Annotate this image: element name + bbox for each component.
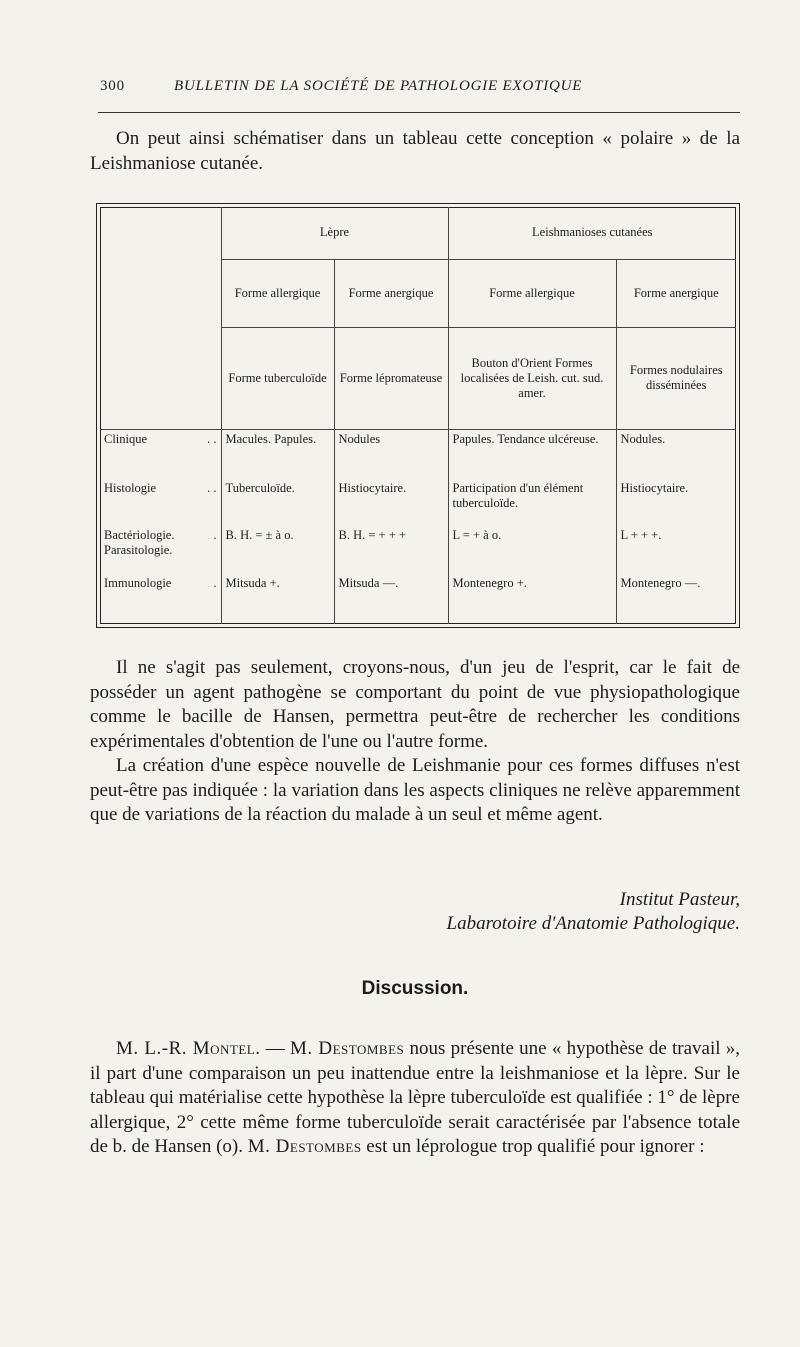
row-label-dots: . [213,528,217,542]
table-cell: Histiocytaire. [334,479,448,526]
row-label: Clinique [104,431,148,446]
discussion-paragraph [90,1037,740,1160]
discussion-text [90,1037,740,1160]
form-detail-cell: Formes nodulaires disséminées [616,327,736,429]
row-label-cell [100,479,221,526]
signature-block [90,888,740,936]
mentioned-author: M. Destombes [247,1136,362,1157]
row-label-dots: . . [207,431,217,446]
form-cell: Forme anergique [334,259,448,327]
form-cell: Forme anergique [616,259,736,327]
table-row [100,479,736,526]
signature-line-2: Labarotoire d'Anatomie Pathologique. [446,913,740,934]
row-label: Histologie [104,481,157,495]
table-cell: Histiocytaire. [616,479,736,526]
row-label-dots: . [213,576,217,590]
row-label-dots: . . [207,481,217,495]
table-cell: Mitsuda —. [334,574,448,624]
row-label: Immunologie [104,576,172,590]
table-cell: L = + à o. [448,526,616,574]
table-cell: Papules. Tendance ulcéreuse. [448,429,616,479]
table-cell: B. H. = ± à o. [221,526,334,574]
comparison-table [100,207,736,624]
body-paragraph: La création d'une espèce nouvelle de Leishmanie pour ces formes diffuses n'est peut-être pas indiquée : la variation dans les aspects cliniques ne relève apparemment que de variations de la réaction du malade à un seul et même agent. [90,755,740,825]
table-cell: Mitsuda +. [221,574,334,624]
table-cell: Tuberculoïde. [221,479,334,526]
row-label-cell [100,429,221,479]
table-cell: Montenegro —. [616,574,736,624]
table-cell: L + + +. [616,526,736,574]
signature-line-1: Institut Pasteur, [619,889,740,910]
mentioned-author: M. Destombes [289,1038,405,1059]
group-header-leishmanioses: Leishmanioses cutanées [448,207,736,259]
form-detail-cell: Bouton d'Orient Formes localisées de Leish. cut. sud. amer. [448,327,616,429]
table-group-header-row [100,207,736,259]
group-header-lepre: Lèpre [221,207,448,259]
row-label-cell [100,526,221,574]
row-label-cell [100,574,221,624]
table-row [100,526,736,574]
table-row [100,429,736,479]
header-rule [98,112,740,113]
discussion-text-part-1: nous présente une « hypothèse de travail », il part d'une comparaison un peu inattendue entre la leishmaniose et la lèpre. Sur le tableau qui matérialise cette hypothèse la lèpre tuberculoïde est qualifiée : 1° de lèpre allergique, 2° cette même forme tuberculoïde serait caractérisée par l'absence totale de b. de Hansen (o). [90,1038,741,1157]
dash: — [265,1038,285,1059]
table-cell: Montenegro +. [448,574,616,624]
table-cell: Nodules. [616,429,736,479]
intro-text: On peut ainsi schématiser dans un tableau cette conception « polaire » de la Leishmaniose cutanée. [90,128,740,174]
body-paragraphs [90,656,740,828]
body-paragraph: Il ne s'agit pas seulement, croyons-nous, d'un jeu de l'esprit, car le fait de posséder un agent pathogène se comportant du point de vue physiopathologique comme le bacille de Hansen, permettra peut-être de rechercher les conditions expérimentales d'obtention de l'une ou l'autre forme. [90,657,740,752]
form-cell: Forme allergique [221,259,334,327]
speaker-name: M. L.-R. Montel. [116,1038,261,1059]
journal-title: BULLETIN DE LA SOCIÉTÉ DE PATHOLOGIE EXOTIQUE [174,78,583,94]
page-number: 300 [100,78,125,94]
discussion-text-part-2: est un léprologue trop qualifié pour ignorer : [366,1136,705,1157]
table-corner-cell [100,207,221,429]
table-cell: B. H. = + + + [334,526,448,574]
table-cell: Macules. Papules. [221,429,334,479]
discussion-title: Discussion. [361,978,469,999]
table-cell: Participation d'un élément tuberculoïde. [448,479,616,526]
table-cell: Nodules [334,429,448,479]
form-cell: Forme allergique [448,259,616,327]
form-detail-cell: Forme lépromateuse [334,327,448,429]
table-row [100,574,736,624]
form-detail-cell: Forme tuberculoïde [221,327,334,429]
intro-paragraph [90,127,740,176]
row-label: Bactériologie. Parasitologie. [104,528,175,557]
